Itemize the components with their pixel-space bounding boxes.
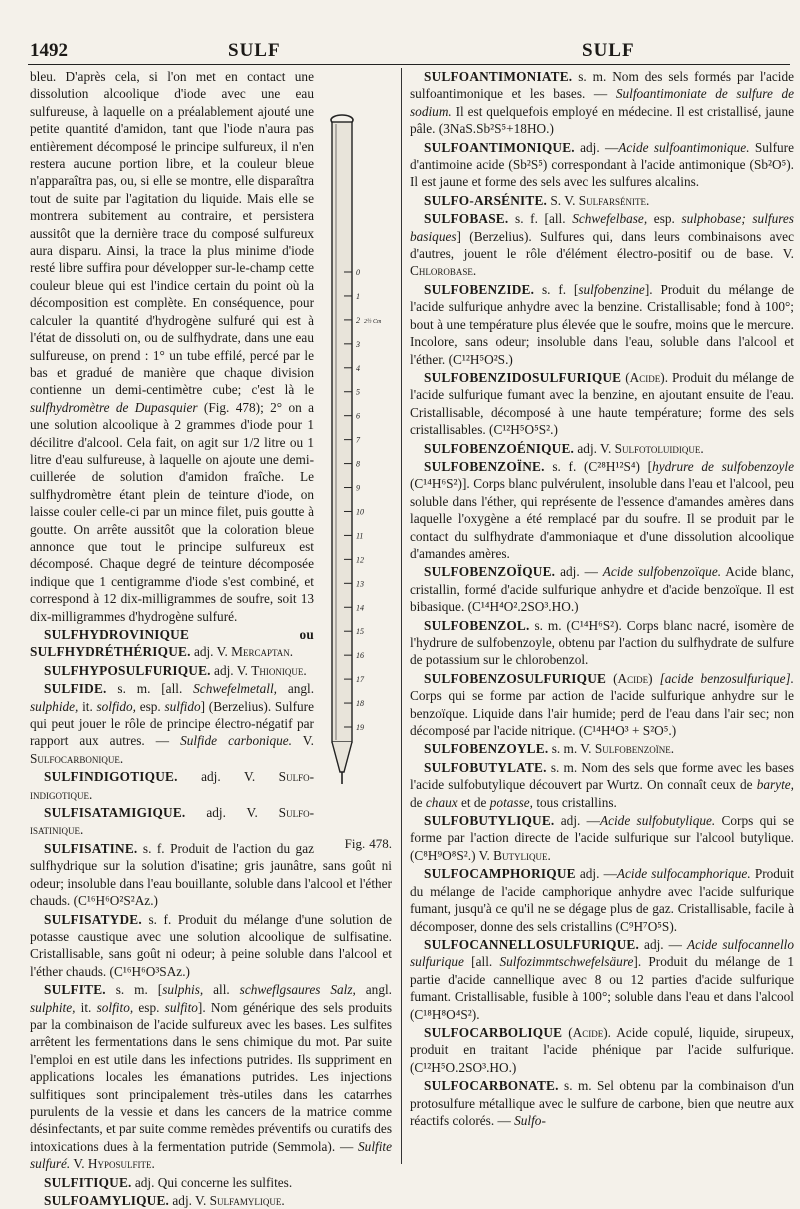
tube-tick-label: 5 (356, 387, 360, 397)
tube-tick-label: 14 (356, 603, 364, 613)
entry-sulfobenzoyle: SULFOBENZOYLE. s. m. V. Sulfobenzoïne. (424, 741, 675, 757)
headword: SULFOCAMPHORIQUE (424, 866, 576, 882)
figure-478 (320, 112, 394, 852)
entry-sulfoamylique: SULFOAMYLIQUE. adj. V. Sulfamylique. (44, 1193, 285, 1208)
headword: SULFO-ARSÉNITE. (424, 192, 548, 208)
headword: SULFOBENZOÏNE. (424, 458, 545, 474)
entry-sulfo-arsenite: SULFO-ARSÉNITE. S. V. Sulfarsénite. (424, 192, 650, 208)
running-title-left: SULF (228, 40, 281, 61)
entry-sulfobenzosulfurique: SULFOBENZOSULFURIQUE (Acide) [acide benzosulfurique]. Corps qui se forme par action de l'acide sulfurique anhydre sur le benzoïque. Liquide dans l'air humide; perd de l'eau dans l'air sec; non décomposé par l'acide nitrique. (C¹⁴H⁴O³ + S²O⁵.) (410, 670, 795, 739)
entry-sulfobutylique: SULFOBUTYLIQUE. adj. —Acide sulfobutylique. Corps qui se forme par l'action directe de l'acide sulfurique sur l'alcool butylique. (C⁸H⁹O⁸S².) V. Butylique. (410, 813, 794, 863)
header-rule (28, 64, 790, 65)
headword: SULFOCANNELLOSULFURIQUE. (424, 936, 639, 952)
tube-tick-label: 17 (356, 675, 364, 685)
entry-sulfite: SULFITE. s. m. [sulphis, all. schweflgsaures Salz, angl. sulphite, it. solfito, esp. sulfito]. Nom générique des sels produits par la combinaison de l'acide sulfureux avec les bases. Les sulfites arrêtent les fermentations dans le sens chimique du mot. Par suite l'emploi en est utile dans les infections putrides. Ils suppriment en applications locales les émanations putrides. Les injections sulfitiques sont principalement très-utiles dans les catarrhes purulents de la vessie et dans les cancers de la matrice comme désinfectants, et par suite comme remèdes préventifs ou curatifs des intoxications dues à la fermentation putride (Semmola). — Sulfite sulfuré. V. Hyposulfite. (30, 982, 393, 1172)
tube-tick-label: 12 (356, 555, 364, 565)
headword: SULFITE. (44, 982, 106, 998)
headword: SULFISATYDE. (44, 911, 142, 927)
headword: SULFIDE. (44, 681, 107, 697)
headword: SULFOBENZIDE. (424, 281, 535, 297)
entry-sulfide: SULFIDE. s. m. [all. Schwefelmetall, angl. sulphide, it. solfido, esp. sulfido] (Berzelius). Sulfure qui peut jouer le rôle de principe électro-négatif par rapport aux autres. — Sulfide carbonique. V. Sulfocarbonique. (30, 681, 315, 766)
tube-tick-label: 7 (356, 435, 360, 445)
sulfhydrometer-illustration (320, 112, 394, 812)
tube-scale-note: 2½ Cm (364, 318, 382, 325)
entry-sulfocannellosulfurique: SULFOCANNELLOSULFURIQUE. adj. — Acide sulfocannello sulfurique [all. Sulfozimmtschwefelsäure]. Produit du mélange de 1 partie d'acide cannellique avec 8 ou 12 parties d'acide sulfurique fumant. Cristallisable, fusible à 100°; soluble dans l'eau et dans l'alcool (C¹⁸H⁸O⁴S²). (410, 936, 794, 1022)
headword: SULFOBENZOÉNIQUE. (424, 440, 575, 456)
headword: SULFOBUTYLIQUE. (424, 813, 555, 829)
figure-caption-number: 478. (369, 835, 392, 851)
right-column (410, 68, 794, 1184)
figure-caption-label: Fig. (344, 835, 366, 851)
tube-tick-label: 6 (356, 411, 360, 421)
entry-sulfisatyde: SULFISATYDE. s. f. Produit du mélange d'une solution de potasse caustique avec une solution alcoolique de sulfisatine. Cristallisable, sans goût ni odeur; à peine soluble dans l'alcool et l'éther chauds. (C¹⁶H⁶O³SAz.) (30, 911, 392, 979)
running-title-right: SULF (582, 40, 635, 61)
headword: SULFOBENZOYLE. (424, 741, 549, 757)
headword: SULFHYDROVINIQUE ou SULFHYDRÉTHÉRIQUE. (30, 627, 314, 660)
entry-sulfhydrovinique: SULFHYDROVINIQUE ou SULFHYDRÉTHÉRIQUE. adj. V. Mercaptan. (30, 627, 314, 660)
headword: SULFOBUTYLATE. (424, 759, 547, 775)
tube-tick-label: 3 (356, 339, 360, 349)
entry-sulfobenzoenique: SULFOBENZOÉNIQUE. adj. V. Sulfotoluidique. (424, 440, 704, 456)
headword: SULFOAMYLIQUE. (44, 1193, 170, 1208)
page-number: 1492 (30, 40, 68, 61)
headword: SULFITIQUE. (44, 1174, 132, 1190)
page-header (30, 40, 788, 66)
tube-tick-label: 13 (356, 579, 364, 589)
headword: SULFOBENZOÏQUE. (424, 564, 556, 580)
entry-sulfobenzol: SULFOBENZOL. s. m. (C¹⁴H⁶S²). Corps blanc nacré, isomère de l'hydrure de sulfobenzoyle, obtenu par l'action du sulfhydrate de sulfure de potassium sur le chlorobenzol. (410, 617, 794, 668)
entry-sulfobenzide: SULFOBENZIDE. s. f. [sulfobenzine]. Produit du mélange de l'acide sulfurique anhydre avec la benzine. Cristallisable; fond à 100°; bout à une température plus élevée que le soufre, moins que le mercure. Incolore, sans odeur; insoluble dans l'eau, soluble dans l'alcool et l'éther. (C¹²H⁵O²S.) (410, 281, 795, 367)
entry-sulfocamphorique: SULFOCAMPHORIQUE adj. —Acide sulfocamphorique. Produit du mélange de l'acide camphorique anhydre avec l'acide sulfurique fumant, jusqu'à ce qu'il ne se dégage plus de gaz. Cristallisable, facile à décomposer, donne des sels cristallins (C⁹H⁷O⁵S). (410, 866, 794, 934)
tube-tick-label: 19 (356, 723, 364, 732)
headword: SULFOCARBOLIQUE (424, 1024, 563, 1040)
left-column (30, 68, 393, 1208)
tube-tick-label: 15 (356, 627, 364, 637)
tube-tick-label: 16 (356, 651, 364, 661)
tube-tick-label: 4 (356, 363, 360, 373)
entry-sulfitique: SULFITIQUE. adj. Qui concerne les sulfites. (44, 1174, 293, 1190)
column-divider (401, 68, 402, 1164)
figure-caption (345, 835, 392, 852)
headword: SULFOANTIMONIQUE. (424, 139, 575, 155)
entry-sulfobutylate: SULFOBUTYLATE. s. m. Nom des sels que forme avec les bases l'acide sulfobutylique découvert par Wurtz. On connaît ceux de baryte, de chaux et de potasse, tous cristallins. (410, 759, 794, 810)
entry-sulfindigotique: SULFINDIGOTIQUE. adj. V. Sulfo-indigotique. (30, 769, 314, 802)
entry-sulfoantimoniate: SULFOANTIMONIATE. s. m. Nom des sels formés par l'acide sulfoantimonique et les bases. — Sulfoantimoniate de sulfure de sodium. Il est quelquefois employé en médecine. Il est cristallisé, jaune pâle. (3NaS.Sb²S⁵+18HO.) (410, 69, 795, 137)
tube-tick-label: 18 (356, 699, 364, 709)
entry-sulfoantimonique: SULFOANTIMONIQUE. adj. —Acide sulfoantimonique. Sulfure d'antimoine acide (Sb²S⁵) correspondant à l'acide antimonique (Sb²O⁵). Il est jaune et forme des sels avec les sulfures alcalins. (410, 139, 794, 190)
headword: SULFISATAMIGIQUE. (44, 805, 186, 821)
entry-sulfobenzoique: SULFOBENZOÏQUE. adj. — Acide sulfobenzoïque. Acide blanc, cristallin, formé d'acide sulfurique anhydre et d'acide benzoïque. Il est bibasique. (C¹⁴H⁴O².2SO³.HO.) (410, 564, 794, 615)
entry-sulfhyposulfurique: SULFHYPOSULFURIQUE. adj. V. Thionique. (44, 662, 307, 678)
headword: SULFOBENZIDOSULFURIQUE (424, 369, 622, 385)
headword: SULFINDIGOTIQUE. (44, 769, 178, 785)
paragraph-intro: bleu. D'après cela, si l'on met en contact une dissolution alcoolique d'iode avec une eau sulfureuse, à laquelle on a préalablement ajouté une petite quantité d'amidon, tant que l'iode n'aura pas entièrement décomposé le principe sulfureux, il n'en restera aucune portion libre, et la couleur bleue n'apparaîtra pas, ou, si elle se montre, elle disparaîtra tout de suite par l'agitation du liquide. Mais elle se montrera subitement au contraire, et persistera aussitôt que la dernière trace du composé sulfureux aura disparu. Ainsi, la trace la plus minime d'iode resté libre suffira pour développer sur-le-champ cette couleur bleue qui est l'indice certain du point où la décomposition est complète. En conséquence, pour calculer la quantité d'hydrogène sulfuré qui est à l'état de dissoluti on, ou de sulfhydrate, dans une eau sulfureuse, on prend : 1° un tube effilé, percé par le bas et gradué de manière que chaque division contienne un demi-centimètre cube; c'est là le sulfhydromètre de Dupasquier (Fig. 478); 2° on a une solution alcoolique à 2 grammes d'iode pour 1 décilitre d'alcool. Cela fait, on agit sur 1/2 litre ou 1 litre d'eau sulfureuse, à laquelle on ajoute une demi-cuillerée de solution d'amidon fraîche. Le sulfhydromètre étant plein de teinture d'iode, on laisse couler celle-ci par un mince filet, puis goutte à goutte. On arrête aussitôt que la coloration bleue annonce que tout le principe sulfureux est décomposé. Chaque degré de teinture décomposée indique que 1 centigramme d'iode s'est combiné, et correspond à 12 dix-milligrammes de soufre, soit 13 dix-milligrammes d'hydrogène sulfuré. (30, 69, 314, 624)
headword: SULFOBASE. (424, 211, 509, 227)
entry-sulfisatine: SULFISATINE. s. f. Produit de l'action du gaz sulfhydrique sur la solution d'isatine; gris jaunâtre, sans goût ni odeur; insoluble dans l'eau bouillante, soluble dans l'alcool et l'éther chauds. (C¹⁶H⁶O²S²Az.) (30, 840, 392, 909)
entry-sulfobenzidosulfurique: SULFOBENZIDOSULFURIQUE (Acide). Produit du mélange de l'acide sulfurique fumant avec la benzine, en ajoutant ensuite de l'eau. Cristallisable, décomposé à une haute température; forme des sels cristallisables. (C¹²H⁵O⁵S².) (410, 369, 794, 438)
entry-sulfobase: SULFOBASE. s. f. [all. Schwefelbase, esp. sulphobase; sulfures basiques] (Berzelius). Sulfures qui, dans leurs combinaisons avec d'autres, jouent le rôle d'élément électro-positif ou de base. V. Chlorobase. (410, 211, 794, 279)
tube-tick-label: 9 (356, 483, 360, 493)
entry-sulfobenzoine: SULFOBENZOÏNE. s. f. (C²⁸H¹²S⁴) [hydrure de sulfobenzoyle (C¹⁴H⁶S²)]. Corps blanc pulvérulent, insoluble dans l'eau et l'alcool, peu soluble dans l'éther, qui représente de l'essence d'amandes amères dans laquelle l'oxygène a été remplacé par du soufre. Il se produit par le contact du sulfhydrate d'ammoniaque et d'une dissolution alcoolique d'amandes amères. (410, 458, 795, 561)
tube-tick-label: 8 (356, 459, 360, 469)
entry-sulfocarbonate: SULFOCARBONATE. s. m. Sel obtenu par la combinaison d'un protosulfure métallique avec le sulfure de carbone, bien que neutre aux réactifs colorés. — Sulfo- (410, 1078, 795, 1128)
headword: SULFHYPOSULFURIQUE. (44, 662, 211, 678)
headword: SULFOBENZOSULFURIQUE (424, 670, 607, 686)
entry-sulfisatamigique: SULFISATAMIGIQUE. adj. V. Sulfo-isatinique. (30, 805, 314, 838)
headword: SULFOANTIMONIATE. (424, 69, 573, 84)
headword: SULFISATINE. (44, 840, 138, 856)
tube-tick-label: 1 (356, 291, 360, 301)
headword: SULFOBENZOL. (424, 617, 530, 633)
headword: SULFOCARBONATE. (424, 1078, 559, 1094)
tube-tick-label: 10 (356, 507, 364, 517)
tube-tick-label: 2 (356, 315, 360, 325)
tube-tick-label: 0 (356, 268, 360, 277)
entry-sulfocarbolique: SULFOCARBOLIQUE (Acide). Acide copulé, liquide, sirupeux, produit en traitant l'acide phénique par l'acide sulfurique. (C¹²H⁵O.2SO³.HO.) (410, 1024, 794, 1075)
tube-tick-label: 11 (356, 531, 364, 541)
